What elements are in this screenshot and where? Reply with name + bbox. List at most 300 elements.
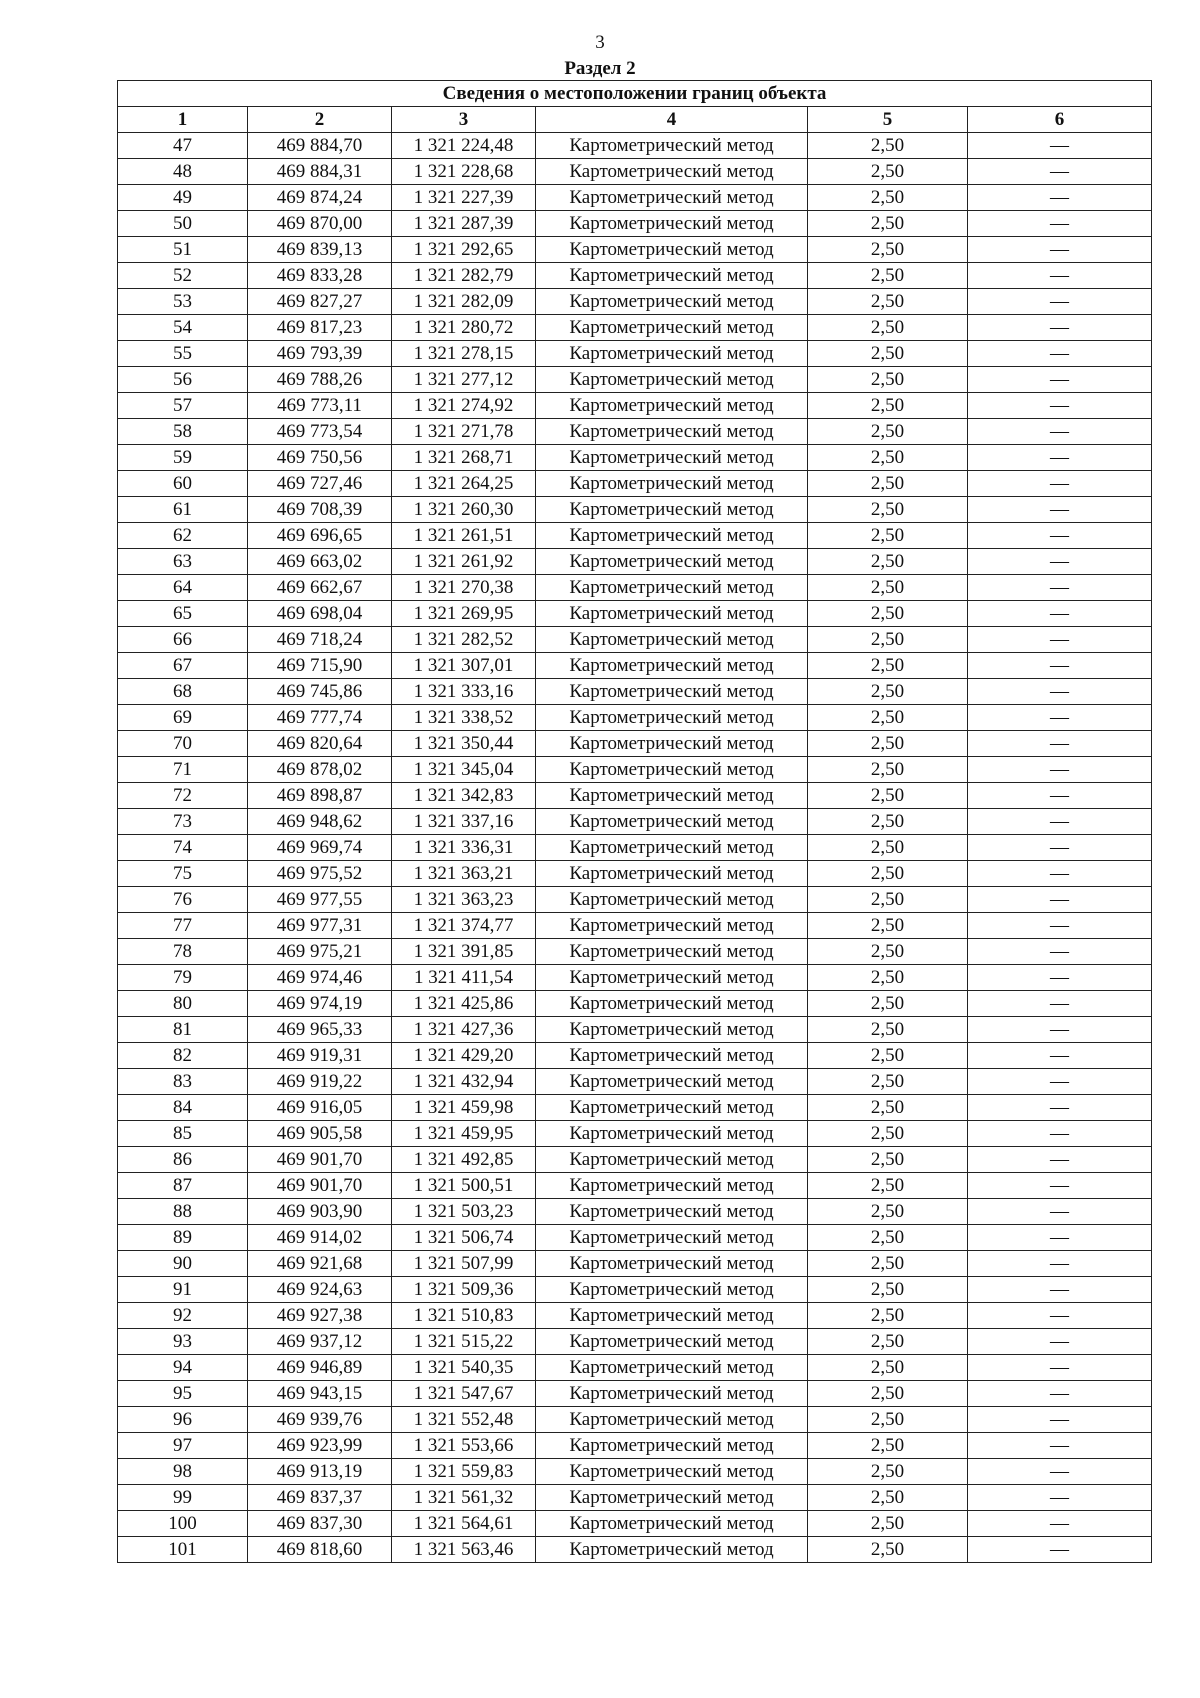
table-row (118, 783, 1152, 809)
method-cell: Картометрический метод (536, 1407, 808, 1433)
point-number-cell: 101 (118, 1537, 248, 1563)
description-cell: — (968, 965, 1152, 991)
accuracy-cell: 2,50 (808, 627, 968, 653)
description-cell: — (968, 653, 1152, 679)
table-row (118, 1043, 1152, 1069)
method-cell: Картометрический метод (536, 1121, 808, 1147)
point-number-cell: 95 (118, 1381, 248, 1407)
x-coordinate-cell: 469 921,68 (248, 1251, 392, 1277)
point-number-cell: 75 (118, 861, 248, 887)
point-number-cell: 71 (118, 757, 248, 783)
point-number-cell: 53 (118, 289, 248, 315)
table-row (118, 419, 1152, 445)
method-cell: Картометрический метод (536, 471, 808, 497)
accuracy-cell: 2,50 (808, 237, 968, 263)
table-row (118, 757, 1152, 783)
y-coordinate-cell: 1 321 563,46 (392, 1537, 536, 1563)
accuracy-cell: 2,50 (808, 1225, 968, 1251)
point-number-cell: 89 (118, 1225, 248, 1251)
y-coordinate-cell: 1 321 547,67 (392, 1381, 536, 1407)
method-cell: Картометрический метод (536, 757, 808, 783)
y-coordinate-cell: 1 321 507,99 (392, 1251, 536, 1277)
page-number: 3 (595, 32, 605, 53)
accuracy-cell: 2,50 (808, 1407, 968, 1433)
accuracy-cell: 2,50 (808, 341, 968, 367)
x-coordinate-cell: 469 727,46 (248, 471, 392, 497)
table-row (118, 1147, 1152, 1173)
description-cell: — (968, 861, 1152, 887)
x-coordinate-cell: 469 827,27 (248, 289, 392, 315)
description-cell: — (968, 809, 1152, 835)
method-cell: Картометрический метод (536, 965, 808, 991)
table-caption: Сведения о местоположении границ объекта (118, 81, 1152, 107)
description-cell: — (968, 159, 1152, 185)
method-cell: Картометрический метод (536, 1329, 808, 1355)
description-cell: — (968, 315, 1152, 341)
method-cell: Картометрический метод (536, 1381, 808, 1407)
y-coordinate-cell: 1 321 506,74 (392, 1225, 536, 1251)
table-row (118, 237, 1152, 263)
table-row (118, 1095, 1152, 1121)
point-number-cell: 68 (118, 679, 248, 705)
point-number-cell: 70 (118, 731, 248, 757)
accuracy-cell: 2,50 (808, 965, 968, 991)
accuracy-cell: 2,50 (808, 1537, 968, 1563)
method-cell: Картометрический метод (536, 1199, 808, 1225)
description-cell: — (968, 471, 1152, 497)
x-coordinate-cell: 469 927,38 (248, 1303, 392, 1329)
table-row (118, 289, 1152, 315)
accuracy-cell: 2,50 (808, 263, 968, 289)
y-coordinate-cell: 1 321 561,32 (392, 1485, 536, 1511)
x-coordinate-cell: 469 874,24 (248, 185, 392, 211)
point-number-cell: 91 (118, 1277, 248, 1303)
x-coordinate-cell: 469 750,56 (248, 445, 392, 471)
method-cell: Картометрический метод (536, 939, 808, 965)
table-row (118, 1251, 1152, 1277)
point-number-cell: 67 (118, 653, 248, 679)
table-row (118, 991, 1152, 1017)
x-coordinate-cell: 469 793,39 (248, 341, 392, 367)
point-number-cell: 55 (118, 341, 248, 367)
point-number-cell: 99 (118, 1485, 248, 1511)
x-coordinate-cell: 469 914,02 (248, 1225, 392, 1251)
y-coordinate-cell: 1 321 307,01 (392, 653, 536, 679)
table-row (118, 549, 1152, 575)
method-cell: Картометрический метод (536, 991, 808, 1017)
method-cell: Картометрический метод (536, 1251, 808, 1277)
description-cell: — (968, 1407, 1152, 1433)
method-cell: Картометрический метод (536, 1511, 808, 1537)
point-number-cell: 59 (118, 445, 248, 471)
x-coordinate-cell: 469 901,70 (248, 1173, 392, 1199)
y-coordinate-cell: 1 321 553,66 (392, 1433, 536, 1459)
x-coordinate-cell: 469 939,76 (248, 1407, 392, 1433)
accuracy-cell: 2,50 (808, 1511, 968, 1537)
y-coordinate-cell: 1 321 429,20 (392, 1043, 536, 1069)
table-row (118, 185, 1152, 211)
point-number-cell: 48 (118, 159, 248, 185)
y-coordinate-cell: 1 321 391,85 (392, 939, 536, 965)
point-number-cell: 56 (118, 367, 248, 393)
method-cell: Картометрический метод (536, 575, 808, 601)
description-cell: — (968, 1277, 1152, 1303)
x-coordinate-cell: 469 698,04 (248, 601, 392, 627)
y-coordinate-cell: 1 321 227,39 (392, 185, 536, 211)
description-cell: — (968, 1199, 1152, 1225)
description-cell: — (968, 497, 1152, 523)
method-cell: Картометрический метод (536, 315, 808, 341)
point-number-cell: 86 (118, 1147, 248, 1173)
y-coordinate-cell: 1 321 264,25 (392, 471, 536, 497)
table-row (118, 159, 1152, 185)
method-cell: Картометрический метод (536, 1433, 808, 1459)
method-cell: Картометрический метод (536, 679, 808, 705)
table-row (118, 653, 1152, 679)
table-row (118, 1199, 1152, 1225)
point-number-cell: 47 (118, 133, 248, 159)
x-coordinate-cell: 469 974,46 (248, 965, 392, 991)
point-number-cell: 64 (118, 575, 248, 601)
y-coordinate-cell: 1 321 432,94 (392, 1069, 536, 1095)
y-coordinate-cell: 1 321 510,83 (392, 1303, 536, 1329)
table-row (118, 939, 1152, 965)
y-coordinate-cell: 1 321 333,16 (392, 679, 536, 705)
method-cell: Картометрический метод (536, 237, 808, 263)
x-coordinate-cell: 469 905,58 (248, 1121, 392, 1147)
point-number-cell: 58 (118, 419, 248, 445)
point-number-cell: 63 (118, 549, 248, 575)
y-coordinate-cell: 1 321 269,95 (392, 601, 536, 627)
point-number-cell: 65 (118, 601, 248, 627)
table-row (118, 341, 1152, 367)
description-cell: — (968, 419, 1152, 445)
x-coordinate-cell: 469 975,52 (248, 861, 392, 887)
description-cell: — (968, 601, 1152, 627)
x-coordinate-cell: 469 817,23 (248, 315, 392, 341)
point-number-cell: 74 (118, 835, 248, 861)
description-cell: — (968, 1173, 1152, 1199)
x-coordinate-cell: 469 903,90 (248, 1199, 392, 1225)
accuracy-cell: 2,50 (808, 1147, 968, 1173)
x-coordinate-cell: 469 919,22 (248, 1069, 392, 1095)
table-row (118, 211, 1152, 237)
method-cell: Картометрический метод (536, 419, 808, 445)
accuracy-cell: 2,50 (808, 1043, 968, 1069)
description-cell: — (968, 1225, 1152, 1251)
table-row (118, 367, 1152, 393)
accuracy-cell: 2,50 (808, 367, 968, 393)
table-row (118, 705, 1152, 731)
description-cell: — (968, 991, 1152, 1017)
table-row (118, 835, 1152, 861)
method-cell: Картометрический метод (536, 185, 808, 211)
description-cell: — (968, 1303, 1152, 1329)
description-cell: — (968, 575, 1152, 601)
y-coordinate-cell: 1 321 292,65 (392, 237, 536, 263)
point-number-cell: 62 (118, 523, 248, 549)
accuracy-cell: 2,50 (808, 1485, 968, 1511)
x-coordinate-cell: 469 818,60 (248, 1537, 392, 1563)
point-number-cell: 94 (118, 1355, 248, 1381)
accuracy-cell: 2,50 (808, 783, 968, 809)
method-cell: Картометрический метод (536, 1537, 808, 1563)
accuracy-cell: 2,50 (808, 1303, 968, 1329)
method-cell: Картометрический метод (536, 705, 808, 731)
method-cell: Картометрический метод (536, 1069, 808, 1095)
method-cell: Картометрический метод (536, 1303, 808, 1329)
x-coordinate-cell: 469 839,13 (248, 237, 392, 263)
accuracy-cell: 2,50 (808, 1355, 968, 1381)
description-cell: — (968, 679, 1152, 705)
y-coordinate-cell: 1 321 287,39 (392, 211, 536, 237)
accuracy-cell: 2,50 (808, 679, 968, 705)
description-cell: — (968, 367, 1152, 393)
accuracy-cell: 2,50 (808, 445, 968, 471)
accuracy-cell: 2,50 (808, 185, 968, 211)
table-row (118, 523, 1152, 549)
y-coordinate-cell: 1 321 277,12 (392, 367, 536, 393)
description-cell: — (968, 731, 1152, 757)
table-row (118, 1485, 1152, 1511)
x-coordinate-cell: 469 937,12 (248, 1329, 392, 1355)
method-cell: Картометрический метод (536, 445, 808, 471)
method-cell: Картометрический метод (536, 1459, 808, 1485)
method-cell: Картометрический метод (536, 887, 808, 913)
x-coordinate-cell: 469 708,39 (248, 497, 392, 523)
accuracy-cell: 2,50 (808, 393, 968, 419)
method-cell: Картометрический метод (536, 211, 808, 237)
accuracy-cell: 2,50 (808, 991, 968, 1017)
method-cell: Картометрический метод (536, 653, 808, 679)
y-coordinate-cell: 1 321 280,72 (392, 315, 536, 341)
description-cell: — (968, 1485, 1152, 1511)
point-number-cell: 97 (118, 1433, 248, 1459)
y-coordinate-cell: 1 321 492,85 (392, 1147, 536, 1173)
method-cell: Картометрический метод (536, 133, 808, 159)
description-cell: — (968, 1095, 1152, 1121)
method-cell: Картометрический метод (536, 627, 808, 653)
y-coordinate-cell: 1 321 540,35 (392, 1355, 536, 1381)
method-cell: Картометрический метод (536, 1147, 808, 1173)
table-row (118, 1381, 1152, 1407)
description-cell: — (968, 549, 1152, 575)
y-coordinate-cell: 1 321 282,79 (392, 263, 536, 289)
y-coordinate-cell: 1 321 270,38 (392, 575, 536, 601)
x-coordinate-cell: 469 977,55 (248, 887, 392, 913)
y-coordinate-cell: 1 321 411,54 (392, 965, 536, 991)
point-number-cell: 77 (118, 913, 248, 939)
y-coordinate-cell: 1 321 228,68 (392, 159, 536, 185)
description-cell: — (968, 237, 1152, 263)
y-coordinate-cell: 1 321 425,86 (392, 991, 536, 1017)
description-cell: — (968, 1537, 1152, 1563)
column-header: 5 (808, 107, 968, 133)
x-coordinate-cell: 469 777,74 (248, 705, 392, 731)
point-number-cell: 80 (118, 991, 248, 1017)
point-number-cell: 72 (118, 783, 248, 809)
method-cell: Картометрический метод (536, 1017, 808, 1043)
table-row (118, 1407, 1152, 1433)
table-row (118, 133, 1152, 159)
point-number-cell: 81 (118, 1017, 248, 1043)
column-header: 4 (536, 107, 808, 133)
y-coordinate-cell: 1 321 552,48 (392, 1407, 536, 1433)
accuracy-cell: 2,50 (808, 757, 968, 783)
table-row (118, 1433, 1152, 1459)
accuracy-cell: 2,50 (808, 159, 968, 185)
x-coordinate-cell: 469 916,05 (248, 1095, 392, 1121)
y-coordinate-cell: 1 321 268,71 (392, 445, 536, 471)
method-cell: Картометрический метод (536, 913, 808, 939)
method-cell: Картометрический метод (536, 159, 808, 185)
point-number-cell: 83 (118, 1069, 248, 1095)
y-coordinate-cell: 1 321 459,95 (392, 1121, 536, 1147)
accuracy-cell: 2,50 (808, 211, 968, 237)
point-number-cell: 60 (118, 471, 248, 497)
point-number-cell: 73 (118, 809, 248, 835)
description-cell: — (968, 939, 1152, 965)
y-coordinate-cell: 1 321 350,44 (392, 731, 536, 757)
point-number-cell: 93 (118, 1329, 248, 1355)
description-cell: — (968, 289, 1152, 315)
x-coordinate-cell: 469 884,31 (248, 159, 392, 185)
description-cell: — (968, 445, 1152, 471)
y-coordinate-cell: 1 321 342,83 (392, 783, 536, 809)
point-number-cell: 84 (118, 1095, 248, 1121)
description-cell: — (968, 263, 1152, 289)
y-coordinate-cell: 1 321 336,31 (392, 835, 536, 861)
point-number-cell: 50 (118, 211, 248, 237)
column-header: 2 (248, 107, 392, 133)
x-coordinate-cell: 469 663,02 (248, 549, 392, 575)
accuracy-cell: 2,50 (808, 731, 968, 757)
description-cell: — (968, 1459, 1152, 1485)
x-coordinate-cell: 469 870,00 (248, 211, 392, 237)
accuracy-cell: 2,50 (808, 575, 968, 601)
point-number-cell: 100 (118, 1511, 248, 1537)
description-cell: — (968, 185, 1152, 211)
section-title: Раздел 2 (564, 58, 636, 79)
point-number-cell: 85 (118, 1121, 248, 1147)
y-coordinate-cell: 1 321 503,23 (392, 1199, 536, 1225)
x-coordinate-cell: 469 837,30 (248, 1511, 392, 1537)
accuracy-cell: 2,50 (808, 1459, 968, 1485)
method-cell: Картометрический метод (536, 1095, 808, 1121)
description-cell: — (968, 393, 1152, 419)
description-cell: — (968, 341, 1152, 367)
point-number-cell: 98 (118, 1459, 248, 1485)
y-coordinate-cell: 1 321 559,83 (392, 1459, 536, 1485)
description-cell: — (968, 835, 1152, 861)
x-coordinate-cell: 469 901,70 (248, 1147, 392, 1173)
x-coordinate-cell: 469 919,31 (248, 1043, 392, 1069)
method-cell: Картометрический метод (536, 549, 808, 575)
y-coordinate-cell: 1 321 260,30 (392, 497, 536, 523)
table-row (118, 497, 1152, 523)
method-cell: Картометрический метод (536, 1173, 808, 1199)
table-caption-row (118, 81, 1152, 107)
accuracy-cell: 2,50 (808, 315, 968, 341)
column-number-row (118, 107, 1152, 133)
accuracy-cell: 2,50 (808, 1069, 968, 1095)
x-coordinate-cell: 469 745,86 (248, 679, 392, 705)
method-cell: Картометрический метод (536, 835, 808, 861)
y-coordinate-cell: 1 321 271,78 (392, 419, 536, 445)
y-coordinate-cell: 1 321 500,51 (392, 1173, 536, 1199)
x-coordinate-cell: 469 974,19 (248, 991, 392, 1017)
y-coordinate-cell: 1 321 261,92 (392, 549, 536, 575)
accuracy-cell: 2,50 (808, 809, 968, 835)
x-coordinate-cell: 469 696,65 (248, 523, 392, 549)
point-number-cell: 96 (118, 1407, 248, 1433)
table-row (118, 913, 1152, 939)
method-cell: Картометрический метод (536, 731, 808, 757)
description-cell: — (968, 757, 1152, 783)
table-row (118, 263, 1152, 289)
table-row (118, 861, 1152, 887)
method-cell: Картометрический метод (536, 1485, 808, 1511)
x-coordinate-cell: 469 884,70 (248, 133, 392, 159)
accuracy-cell: 2,50 (808, 133, 968, 159)
table-row (118, 1355, 1152, 1381)
accuracy-cell: 2,50 (808, 1121, 968, 1147)
description-cell: — (968, 1121, 1152, 1147)
method-cell: Картометрический метод (536, 263, 808, 289)
x-coordinate-cell: 469 924,63 (248, 1277, 392, 1303)
column-header: 3 (392, 107, 536, 133)
description-cell: — (968, 1381, 1152, 1407)
y-coordinate-cell: 1 321 274,92 (392, 393, 536, 419)
description-cell: — (968, 1251, 1152, 1277)
x-coordinate-cell: 469 715,90 (248, 653, 392, 679)
point-number-cell: 69 (118, 705, 248, 731)
x-coordinate-cell: 469 833,28 (248, 263, 392, 289)
description-cell: — (968, 627, 1152, 653)
description-cell: — (968, 913, 1152, 939)
method-cell: Картометрический метод (536, 1043, 808, 1069)
accuracy-cell: 2,50 (808, 549, 968, 575)
method-cell: Картометрический метод (536, 497, 808, 523)
x-coordinate-cell: 469 923,99 (248, 1433, 392, 1459)
table-row (118, 1329, 1152, 1355)
table-row (118, 393, 1152, 419)
y-coordinate-cell: 1 321 337,16 (392, 809, 536, 835)
accuracy-cell: 2,50 (808, 1017, 968, 1043)
column-header: 1 (118, 107, 248, 133)
table-row (118, 315, 1152, 341)
description-cell: — (968, 1017, 1152, 1043)
method-cell: Картометрический метод (536, 601, 808, 627)
point-number-cell: 61 (118, 497, 248, 523)
description-cell: — (968, 1511, 1152, 1537)
x-coordinate-cell: 469 913,19 (248, 1459, 392, 1485)
accuracy-cell: 2,50 (808, 419, 968, 445)
column-header: 6 (968, 107, 1152, 133)
y-coordinate-cell: 1 321 509,36 (392, 1277, 536, 1303)
y-coordinate-cell: 1 321 345,04 (392, 757, 536, 783)
table-row (118, 1459, 1152, 1485)
method-cell: Картометрический метод (536, 393, 808, 419)
accuracy-cell: 2,50 (808, 601, 968, 627)
accuracy-cell: 2,50 (808, 1173, 968, 1199)
table-row (118, 809, 1152, 835)
point-number-cell: 79 (118, 965, 248, 991)
table-row (118, 1225, 1152, 1251)
accuracy-cell: 2,50 (808, 705, 968, 731)
table-row (118, 627, 1152, 653)
method-cell: Картометрический метод (536, 341, 808, 367)
